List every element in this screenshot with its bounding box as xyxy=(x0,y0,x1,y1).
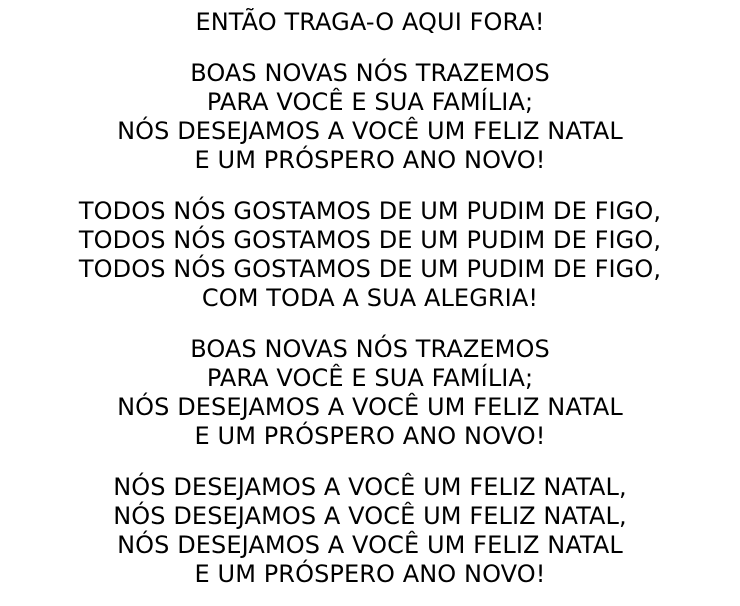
lyric-line: E UM PRÓSPERO ANO NOVO! xyxy=(194,146,546,174)
lyric-line: TODOS NÓS GOSTAMOS DE UM PUDIM DE FIGO, xyxy=(78,197,662,225)
lyric-line: BOAS NOVAS NÓS TRAZEMOS xyxy=(190,335,550,363)
lyric-line: NÓS DESEJAMOS A VOCÊ UM FELIZ NATAL, xyxy=(113,502,627,530)
lyric-line: TODOS NÓS GOSTAMOS DE UM PUDIM DE FIGO, xyxy=(78,255,662,283)
stanza xyxy=(10,59,730,175)
lyric-line: COM TODA A SUA ALEGRIA! xyxy=(201,284,539,312)
lyric-line: NÓS DESEJAMOS A VOCÊ UM FELIZ NATAL, xyxy=(113,473,627,501)
lyric-line: E UM PRÓSPERO ANO NOVO! xyxy=(194,560,546,588)
lyric-line: E UM PRÓSPERO ANO NOVO! xyxy=(194,422,546,450)
lyric-line: ENTÃO TRAGA-O AQUI FORA! xyxy=(195,8,545,36)
stanza xyxy=(10,473,730,589)
lyric-line: NÓS DESEJAMOS A VOCÊ UM FELIZ NATAL xyxy=(117,117,623,145)
stanza xyxy=(10,197,730,313)
stanza xyxy=(10,335,730,451)
stanza xyxy=(10,8,730,37)
lyric-line: NÓS DESEJAMOS A VOCÊ UM FELIZ NATAL xyxy=(117,531,623,559)
lyric-line: BOAS NOVAS NÓS TRAZEMOS xyxy=(190,59,550,87)
lyric-line: PARA VOCÊ E SUA FAMÍLIA; xyxy=(206,88,534,116)
lyric-line: NÓS DESEJAMOS A VOCÊ UM FELIZ NATAL xyxy=(117,393,623,421)
lyric-line: PARA VOCÊ E SUA FAMÍLIA; xyxy=(206,364,534,392)
lyric-line: TODOS NÓS GOSTAMOS DE UM PUDIM DE FIGO, xyxy=(78,226,662,254)
